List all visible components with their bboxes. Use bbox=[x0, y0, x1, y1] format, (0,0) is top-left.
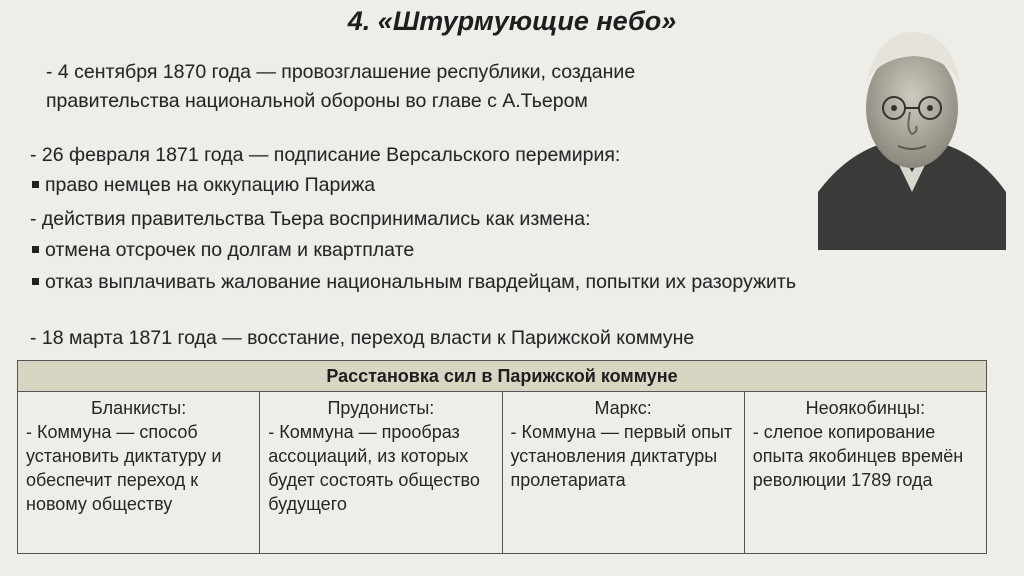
slide-title: 4. «Штурмующие небо» bbox=[347, 6, 677, 36]
text-line: - 18 марта 1871 года — восстание, переход власти к Парижской коммуне bbox=[30, 327, 695, 349]
column-text: - Коммуна — способ установить диктатуру и обеспечит переход к новому обществу bbox=[26, 422, 222, 514]
column-name: Неоякобинцы: bbox=[805, 398, 926, 418]
column-text: - Коммуна — прообраз ассоциаций, из которых будет состоять общество будущего bbox=[268, 422, 480, 514]
table-cell bbox=[260, 392, 502, 554]
bullet-line: право немцев на оккупацию Парижа bbox=[30, 173, 375, 197]
text-line: - действия правительства Тьера воспринимались как измена: bbox=[30, 208, 591, 230]
bullet-icon bbox=[32, 278, 39, 285]
bullet-line: отказ выплачивать жалование национальным гвардейцам, попытки их разоружить bbox=[30, 270, 796, 294]
bullet-icon bbox=[32, 181, 39, 188]
bullet-line: отмена отсрочек по долгам и квартплате bbox=[30, 238, 414, 262]
column-text: - слепое копирование опыта якобинцев времён революции 1789 года bbox=[752, 422, 964, 490]
forces-table bbox=[17, 360, 987, 554]
text-line: - 4 сентября 1870 года — провозглашение республики, создание bbox=[46, 61, 636, 83]
table-header: Расстановка сил в Парижской коммуне bbox=[18, 361, 987, 392]
column-text: - Коммуна — первый опыт установления диктатуры пролетариата bbox=[510, 422, 733, 490]
column-name: Бланкисты: bbox=[91, 398, 187, 418]
table-cell bbox=[744, 392, 986, 554]
column-name: Прудонисты: bbox=[327, 398, 435, 418]
text-line: правительства национальной обороны во главе с А.Тьером bbox=[46, 90, 588, 112]
text-line: - 26 февраля 1871 года — подписание Версальского перемирия: bbox=[30, 144, 621, 166]
table-cell bbox=[18, 392, 260, 554]
table-cell bbox=[502, 392, 744, 554]
portrait-image bbox=[818, 22, 1006, 250]
column-name: Маркс: bbox=[594, 398, 652, 418]
bullet-icon bbox=[32, 246, 39, 253]
